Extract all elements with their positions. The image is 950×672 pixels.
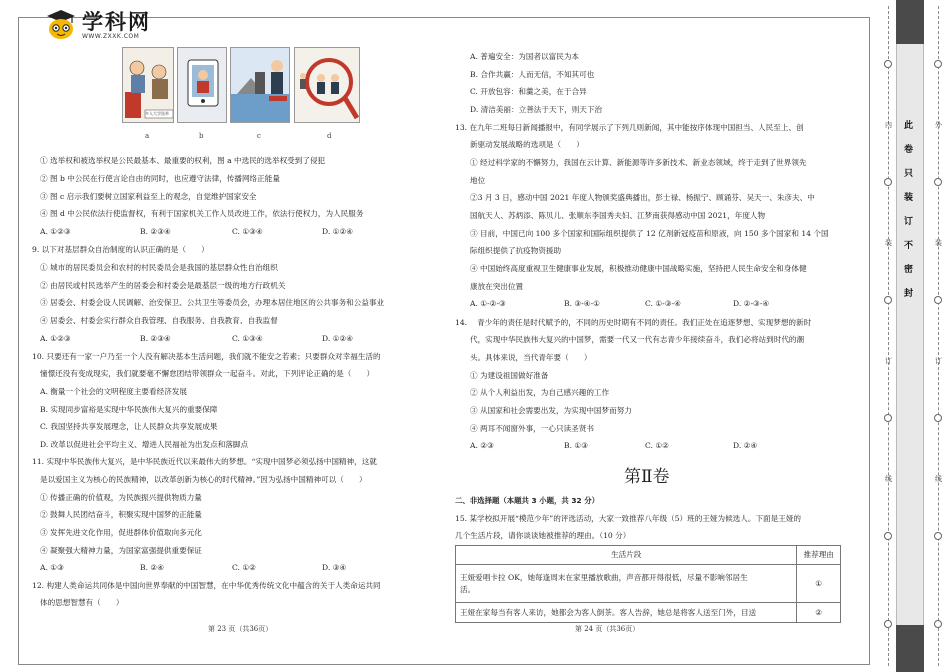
punch-hole-icon: [934, 620, 942, 628]
image-label-c: c: [257, 132, 261, 140]
q12-option-b[interactable]: B. 合作共赢：人而无信，不知其可也: [470, 70, 595, 79]
outer-mark-wai: 外: [935, 121, 942, 129]
table-row: [456, 565, 841, 603]
binding-char-7: 密: [904, 265, 914, 275]
q9-stem: 9. 以下对基层群众自治制度的认识正确的是（ ）: [32, 245, 209, 254]
inner-mark-xian: 线: [885, 475, 892, 483]
q8-statement-3: ③ 图 c 启示我们要树立国家利益至上的观念，自觉维护国家安全: [40, 192, 257, 201]
logo-mascot-icon: [44, 10, 78, 40]
q12-stem: 12. 构建人类命运共同体是中国向世界奉献的中国智慧，在中华优秀传统文化中蕴含的关于人类命运共同: [32, 581, 381, 590]
q10-stem-cont: 憧憬还没有变成现实，我们就要毫不懈怠团结带领群众一起奋斗。对此，下列评论正确的是（ ）: [40, 369, 375, 378]
image-d: [294, 47, 360, 123]
outer-mark-xian: 线: [935, 475, 942, 483]
q8-option-b[interactable]: B. ②③④: [140, 227, 171, 236]
punch-hole-icon: [934, 296, 942, 304]
inner-mark-nei: 内: [885, 121, 892, 129]
image-label-d: d: [327, 132, 332, 140]
part-2-heading: 二、非选择题（本题共 3 小题，共 32 分）: [455, 496, 599, 505]
q8-option-a[interactable]: A. ①②③: [40, 227, 71, 236]
q14-option-c[interactable]: C. ①②: [645, 441, 669, 450]
q10-option-a[interactable]: A. 衡量一个社会的文明程度主要看经济发展: [40, 387, 187, 396]
binding-char-8: 封: [904, 289, 914, 299]
q13-stem-cont: 新驱动发展战略的选项是（ ）: [470, 140, 584, 149]
table-header-reason: 推荐理由: [797, 546, 841, 565]
table-row-1-text: 王娅爱唱卡拉 OK，她每逢周末在家里播放歌曲，声音都开得很低，尽量不影响邻居生: [460, 572, 748, 582]
q13-option-c[interactable]: C. ①-③-④: [645, 299, 681, 308]
q9-option-b[interactable]: B. ②③④: [140, 334, 171, 343]
table-row-1-text-cont: 活。: [460, 584, 476, 594]
table-header-row: [456, 546, 841, 565]
q13-stem: 13. 在九年二班每日新闻播报中，有同学展示了下列几则新闻，其中能按序体现中国担当、人民至上、创: [455, 123, 804, 132]
binding-char-2: 卷: [904, 145, 914, 155]
binding-char-6: 不: [904, 241, 914, 251]
q13-statement-4: ④ 中国始终高度重视卫生健康事业发展，积极推动健康中国战略实施，坚持把人民生命安全和身体健: [470, 264, 807, 273]
q11-statement-1: ① 传播正确的价值观，为民族振兴提供物质力量: [40, 493, 202, 502]
punch-hole-icon: [934, 532, 942, 540]
q13-statement-2-cont: 国航天人、苏炳添、陈贝儿、张顺东李国秀夫妇、江梦南获得感动中国 2021，年度人物: [470, 211, 766, 220]
part-2-title: 第Ⅱ卷: [624, 467, 670, 487]
q14-option-b[interactable]: B. ①③: [564, 441, 589, 450]
punch-hole-icon: [884, 414, 892, 422]
q9-option-a[interactable]: A. ①②③: [40, 334, 71, 343]
q12-option-d[interactable]: D. 清洁美丽：立善法于天下，则天下治: [470, 105, 603, 114]
table-row-1-mark[interactable]: ①: [797, 565, 841, 603]
q11-stem-cont: 是以爱国主义为核心的民族精神，以改革创新为核心的时代精神。”因为弘扬中国精神可以（ ）: [40, 475, 367, 484]
q12-stem-cont: 体的思想智慧有（ ）: [40, 598, 124, 607]
image-c: [230, 47, 290, 123]
q13-option-b[interactable]: B. ③-④-①: [564, 299, 600, 308]
outer-mark-zhuang: 装: [935, 239, 942, 247]
table-row-2-text: 王娅在家每当有客人来访，她都会为客人倒茶。客人告辞，她总是将客人送至门外，目送: [460, 607, 757, 617]
binding-strip-top: [896, 0, 924, 44]
q14-stem: 14. 青少年的责任是时代赋予的，不同的历史时期有不同的责任。我们正处在追逐梦想、实现梦想的新时: [455, 318, 812, 327]
image-b: [177, 47, 227, 123]
binding-strip: [896, 0, 924, 672]
q11-statement-4: ④ 凝聚强大精神力量，为国家富强提供重要保证: [40, 546, 202, 555]
q14-statement-1: ① 为建设祖国做好准备: [470, 371, 549, 380]
punch-hole-icon: [884, 60, 892, 68]
punch-hole-icon: [884, 178, 892, 186]
q10-stem: 10. 只要还有一家一户乃至一个人没有解决基本生活问题，我们就不能安之若素；只要群众对幸福生活的: [32, 352, 381, 361]
q11-option-b[interactable]: B. ②④: [140, 563, 165, 572]
q8-statement-2: ② 图 b 中公民在行使言论自由的同时，也应遵守法律，传播网络正能量: [40, 174, 280, 183]
q8-statement-4: ④ 图 d 中公民依法行使监督权，有利于国家机关工作人员改进工作，依法行使权力，为人民服务: [40, 209, 364, 218]
punch-hole-icon: [934, 414, 942, 422]
q13-statement-3-cont: 际组织提供了抗疫物资援助: [470, 246, 562, 255]
q11-option-d[interactable]: D. ③④: [322, 563, 347, 572]
q11-option-a[interactable]: A. ①③: [40, 563, 64, 572]
q9-statement-2: ② 由居民或村民选举产生的居委会和村委会是最基层一级的地方行政机关: [40, 281, 286, 290]
punch-hole-icon: [884, 532, 892, 540]
q14-statement-4: ④ 两耳不闻窗外事，一心只读圣贤书: [470, 424, 594, 433]
q15-stem-cont: 几个生活片段，请你谈谈她被推荐的理由。（10 分）: [455, 531, 631, 540]
logo-name: 学科网: [82, 9, 151, 34]
q13-statement-4-cont: 康放在突出位置: [470, 282, 524, 291]
punch-hole-icon: [934, 60, 942, 68]
q8-option-c[interactable]: C. ①③④: [232, 227, 263, 236]
q9-statement-4: ④ 居委会、村委会实行群众自我管理、自我服务、自我教育、自我监督: [40, 316, 278, 325]
q10-option-b[interactable]: B. 实现同步富裕是实现中华民族伟大复兴的重要保障: [40, 405, 218, 414]
binding-strip-bottom: [896, 625, 924, 672]
q11-option-c[interactable]: C. ①②: [232, 563, 256, 572]
table-row-2-mark[interactable]: ②: [797, 603, 841, 623]
q9-option-c[interactable]: C. ①③④: [232, 334, 263, 343]
q10-option-c[interactable]: C. 我国坚持共享发展理念，让人民群众共享发展成果: [40, 422, 218, 431]
q12-option-c[interactable]: C. 开放包容：和羹之美，在于合异: [470, 87, 587, 96]
q12-option-a[interactable]: A. 普遍安全：为国者以富民为本: [470, 52, 580, 61]
q13-statement-3: ③ 目前，中国已向 100 多个国家和国际组织提供了 12 亿剂新冠疫苗和原液，向 150 多个国家和 14 个国: [470, 229, 829, 238]
inner-mark-zhuang: 装: [885, 239, 892, 247]
binding-char-1: 此: [904, 121, 914, 131]
q13-option-d[interactable]: D. ②-③-④: [733, 299, 770, 308]
q15-stem: 15. 某学校拟开展“模范少年”的评选活动，大家一致推荐八年级（5）班的王娅为候选人。下面是王娅的: [455, 514, 802, 523]
inner-dashed-line: [888, 6, 889, 666]
q10-option-d[interactable]: D. 改革以促进社会平均主义、增进人民福祉为出发点和落脚点: [40, 440, 249, 449]
q9-option-d[interactable]: D. ①②④: [322, 334, 354, 343]
image-label-a: a: [145, 132, 150, 140]
table-row: [456, 603, 841, 623]
binding-char-4: 装: [904, 193, 914, 203]
q8-statement-1: ① 选举权和被选举权是公民最基本、最重要的权利，图 a 中选民的选举权受到了侵犯: [40, 156, 326, 165]
punch-hole-icon: [884, 296, 892, 304]
q14-statement-3: ③ 从国家和社会需要出发，为实现中国梦而努力: [470, 406, 632, 415]
punch-hole-icon: [884, 620, 892, 628]
q9-statement-3: ③ 居委会、村委会设人民调解、治安保卫、公共卫生等委员会，办理本居住地区的公共事务和公益事业: [40, 298, 385, 307]
table-header-episode: 生活片段: [456, 546, 797, 565]
image-a: [122, 47, 174, 123]
q14-stem-cont2: 头。具体来说，当代青年要（ ）: [470, 353, 592, 362]
q8-option-d[interactable]: D. ①②④: [322, 227, 354, 236]
outer-dashed-line: [938, 6, 939, 666]
q11-statement-2: ② 鼓舞人民团结奋斗，积聚实现中国梦的正能量: [40, 510, 202, 519]
q14-option-d[interactable]: D. ②④: [733, 441, 758, 450]
q14-option-a[interactable]: A. ②③: [470, 441, 494, 450]
image-a-caption: 多人大学选举: [145, 111, 169, 116]
image-label-b: b: [199, 132, 204, 140]
q13-option-a[interactable]: A. ①-②-③: [470, 299, 506, 308]
q11-statement-3: ③ 发挥先进文化作用，促进群体价值取向多元化: [40, 528, 202, 537]
q11-stem: 11. 实现中华民族伟大复兴，是中华民族近代以来最伟大的梦想。“实现中国梦必须弘扬中国精神，这就: [32, 457, 377, 466]
page-number-right: 第 24 页（共36页）: [575, 625, 640, 633]
inner-mark-ding: 订: [885, 357, 892, 365]
q9-statement-1: ① 城市的居民委员会和农村的村民委员会是我国的基层群众性自治组织: [40, 263, 278, 272]
q13-statement-2: ②3 月 3 日，感动中国 2021 年度人物颁奖盛典播出，彭士禄、杨振宁、顾诵芬、吴天一、朱彦夫、中: [470, 193, 815, 202]
page-number-left: 第 23 页（共36页）: [208, 625, 273, 633]
punch-hole-icon: [934, 178, 942, 186]
q14-statement-2: ② 从个人利益出发，为自己感兴趣的工作: [470, 388, 610, 397]
site-logo[interactable]: [44, 10, 151, 40]
binding-char-5: 订: [904, 217, 914, 227]
q14-stem-cont: 代，实现中华民族伟大复兴的中国梦，需要一代又一代有志青少年接续奋斗，我们必将站到时代的潮: [470, 335, 805, 344]
outer-mark-ding: 订: [935, 357, 942, 365]
q13-statement-1-cont: 地位: [470, 176, 486, 185]
question-8-images: [122, 47, 362, 125]
q15-table: [455, 545, 841, 623]
q13-statement-1: ① 经过科学家的不懈努力，我国在云计算、新能源等许多新技术、新业态领域，终于走到了世界领先: [470, 158, 807, 167]
logo-url: WWW.ZXXK.COM: [82, 32, 140, 40]
binding-char-3: 只: [904, 169, 914, 179]
